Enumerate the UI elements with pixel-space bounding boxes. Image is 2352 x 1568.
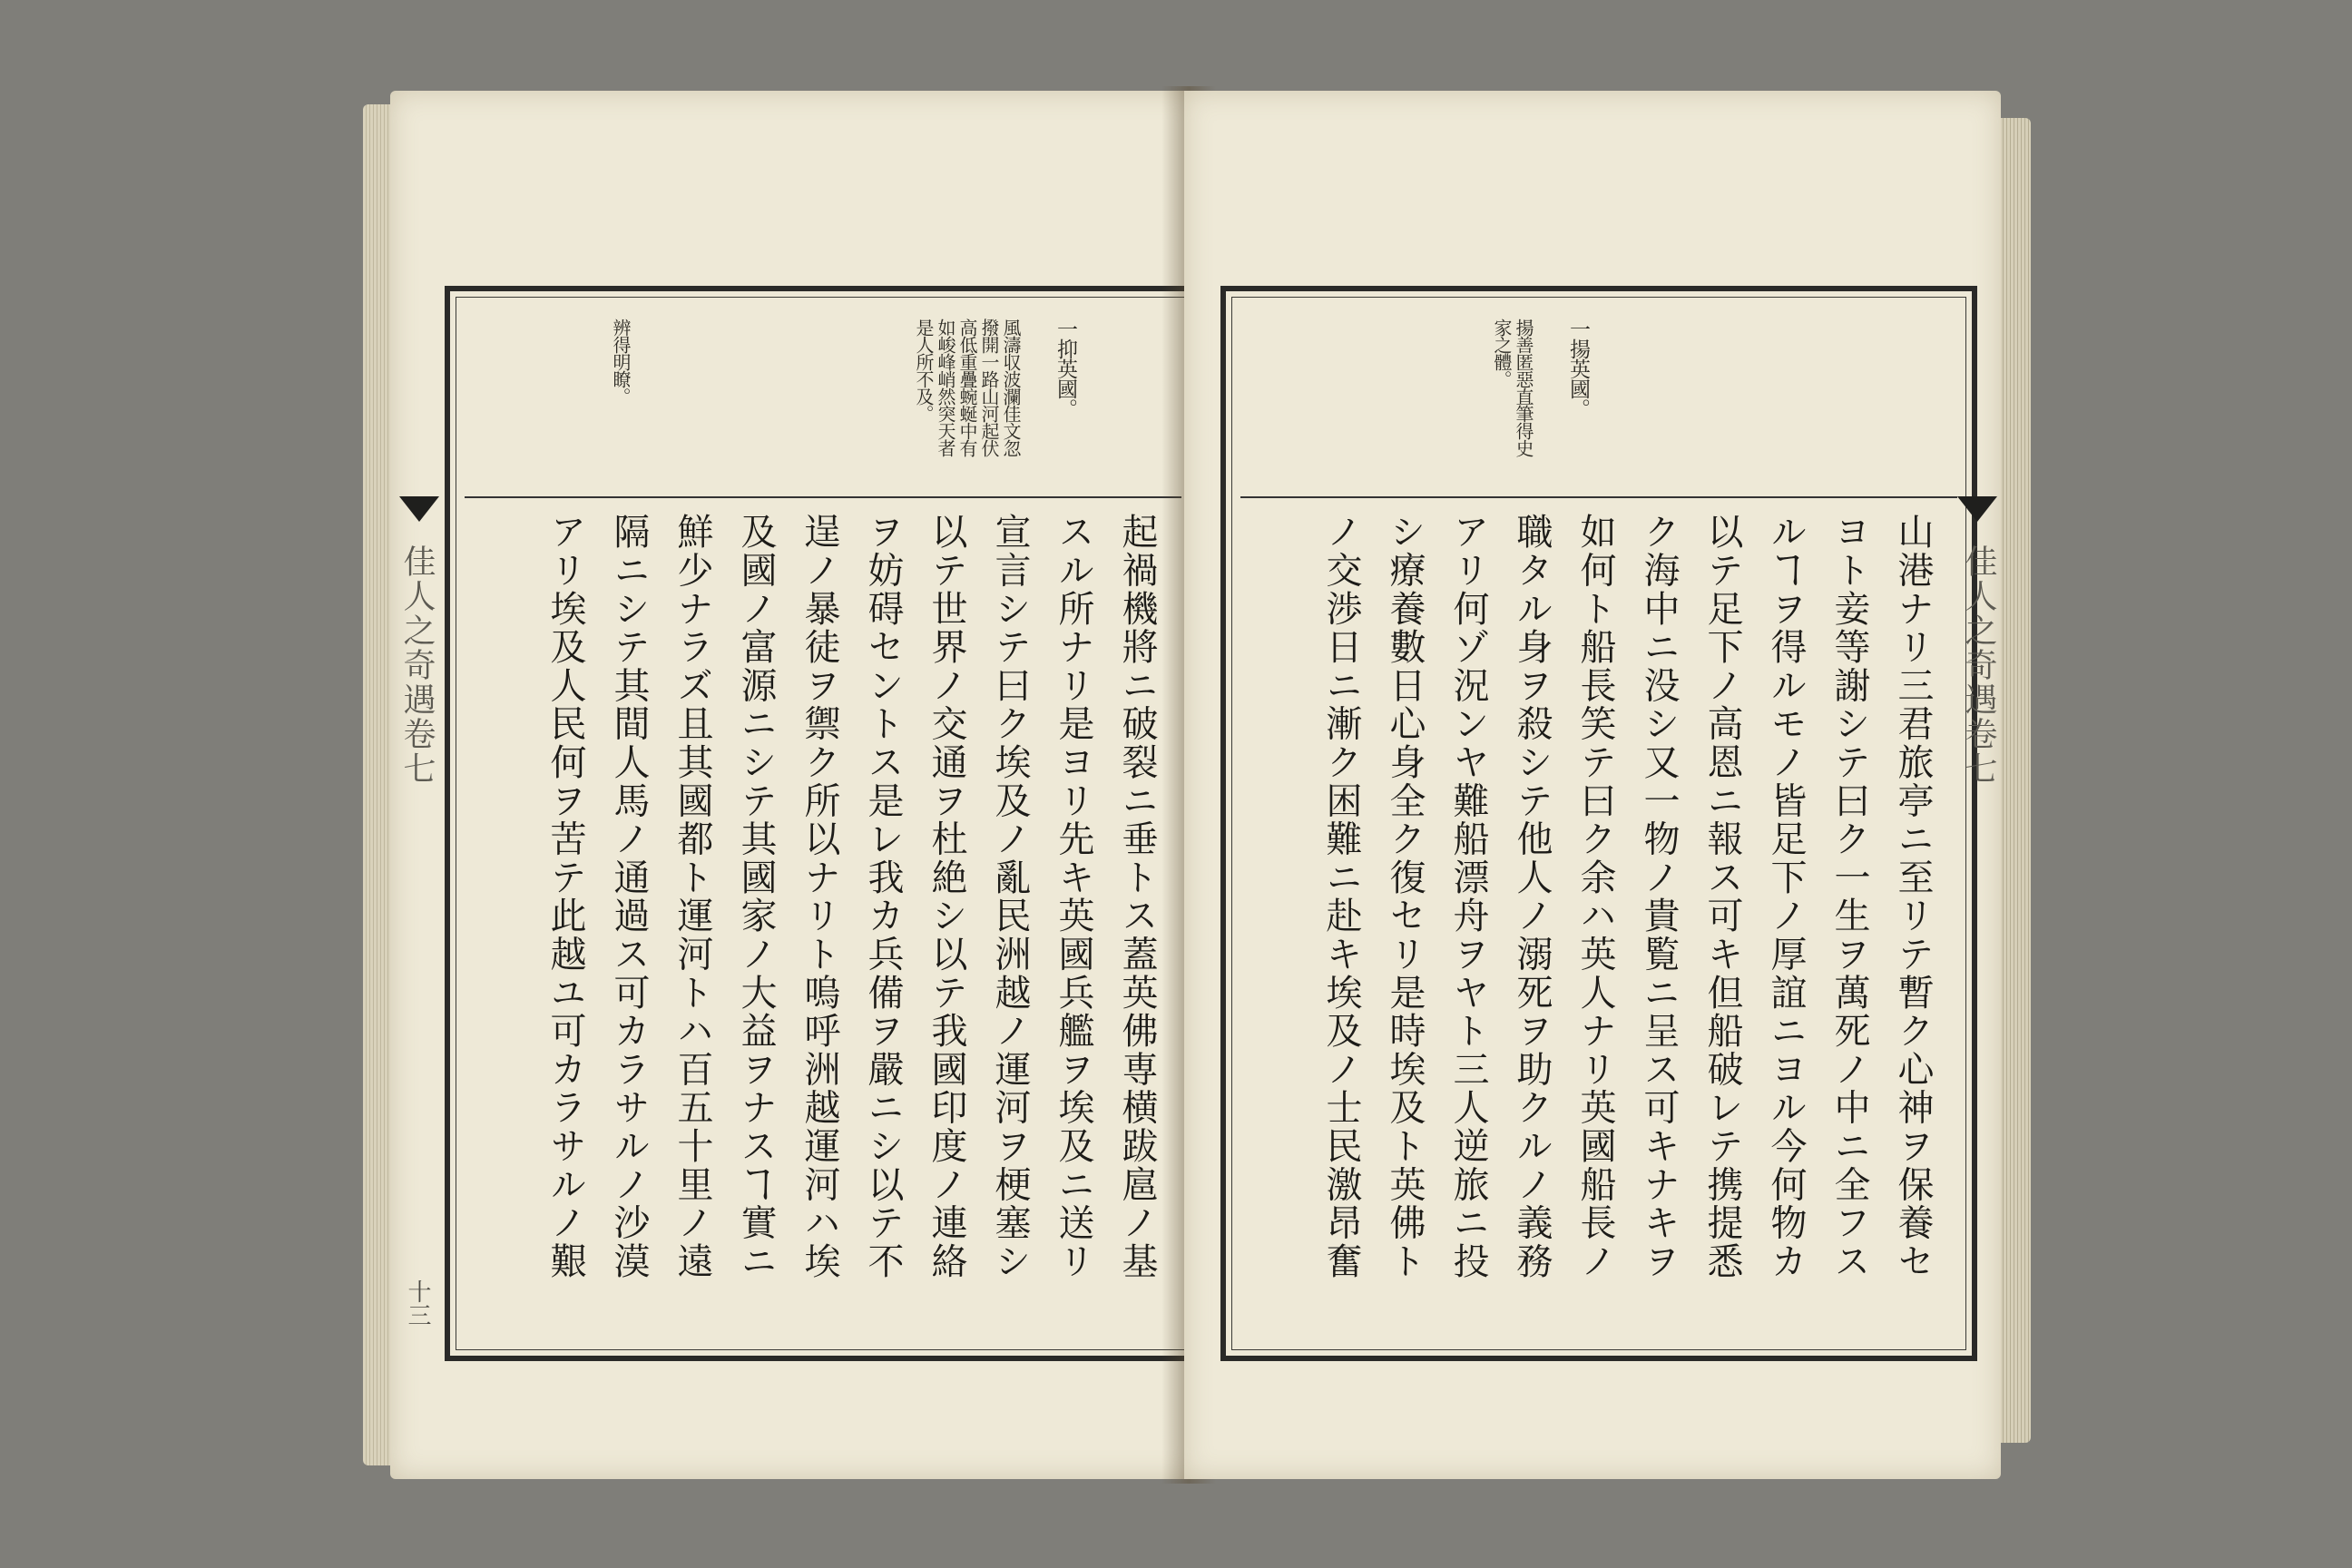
text-column: アリ埃及人民何ヲ苦テ此越ユ可カラサルノ艱 [544, 513, 586, 1280]
text-column: 宣言シテ曰ク埃及ノ亂民洲越ノ運河ヲ梗塞シ [989, 513, 1031, 1280]
text-column: スル所ナリ是ヨリ先キ英國兵艦ヲ埃及ニ送リ [1053, 513, 1094, 1280]
text-column: ルヿヲ得ルモノ皆足下ノ厚誼ニヨル今何物カ [1765, 513, 1807, 1280]
text-column: 以テ足下ノ高恩ニ報ス可キ但船破レテ携提悉 [1701, 513, 1743, 1280]
text-column: 職タル身ヲ殺シテ他人ノ溺死ヲ助クルノ義務 [1511, 513, 1553, 1280]
text-column: シ療養數日心身全ク復セリ是時埃及ト英佛ト [1384, 513, 1426, 1280]
fish-tail-ornament [399, 496, 439, 522]
left-fore-edge-strip [390, 286, 436, 1361]
headnote-text: 如峻峰峭然突天者 [935, 318, 956, 456]
right-print-frame [1220, 286, 1977, 1361]
left-headnote-area [465, 299, 1181, 498]
right-body-text [1240, 502, 1957, 1341]
text-column: 鮮少ナラズ且其國都ト運河トハ百五十里ノ遠 [671, 513, 713, 1280]
text-column: 起禍機將ニ破裂ニ垂トス蓋英佛専横跋扈ノ基 [1116, 513, 1158, 1280]
headnote-text: 風濤収波瀾佳文忽 [1000, 318, 1022, 456]
headnote-text: 辨得明瞭。 [610, 318, 632, 405]
text-column: ヨト妾等謝シテ曰ク一生ヲ萬死ノ中ニ全フス [1828, 513, 1870, 1280]
page-stack-left [363, 104, 394, 1465]
headnote-label: 一抑英國。 [1054, 318, 1077, 418]
running-title: 佳人之奇遇卷七 [398, 544, 436, 786]
text-column: 如何ト船長笑テ曰ク余ハ英人ナリ英國船長ノ [1574, 513, 1616, 1280]
text-column: 隔ニシテ其間人馬ノ通過ス可カラサルノ沙漠 [608, 513, 650, 1280]
left-page [390, 91, 1207, 1479]
text-column: 逞ノ暴徒ヲ禦ク所以ナリト嗚呼洲越運河ハ埃 [799, 513, 840, 1280]
text-column: ノ交渉日ニ漸ク困難ニ赴キ埃及ノ士民激昂奮 [1320, 513, 1362, 1280]
headnote-text: 撥開一路山河起伏 [978, 318, 1000, 456]
right-fore-edge-strip [1961, 286, 2003, 1361]
headnote-text: 高低重疊蜿蜒中有 [956, 318, 978, 456]
headnote-text: 揚善匿惡直筆得史 [1513, 318, 1534, 456]
text-column: ク海中ニ没シ又一物ノ貴覧ニ呈ス可キナキヲ [1638, 513, 1680, 1280]
headnote-text: 家之體。 [1491, 318, 1513, 387]
left-print-frame [445, 286, 1201, 1361]
text-column: 山港ナリ三君旅亭ニ至リテ暫ク心神ヲ保養セ [1892, 513, 1934, 1280]
text-column: ヲ妨碍セントス是レ我カ兵備ヲ嚴ニシ以テ不 [862, 513, 904, 1280]
right-page [1184, 91, 2001, 1479]
headnote-label: 一揚英國。 [1566, 318, 1590, 418]
headnote-text: 是人所不及。 [913, 318, 935, 422]
running-title: 佳人之奇遇卷七 [1960, 544, 1997, 786]
text-column: 及國ノ富源ニシテ其國家ノ大益ヲナスヿ實ニ [735, 513, 777, 1280]
page-number: 十三 [404, 1279, 431, 1327]
left-body-text [465, 502, 1181, 1341]
open-book [363, 77, 2005, 1493]
right-headnote-area [1240, 299, 1957, 498]
text-column: 以テ世界ノ交通ヲ杜絶シ以テ我國印度ノ連絡 [926, 513, 967, 1280]
text-column: アリ何ゾ況ンヤ難船漂舟ヲヤト三人逆旅ニ投 [1447, 513, 1489, 1280]
fish-tail-ornament [1957, 496, 1997, 522]
